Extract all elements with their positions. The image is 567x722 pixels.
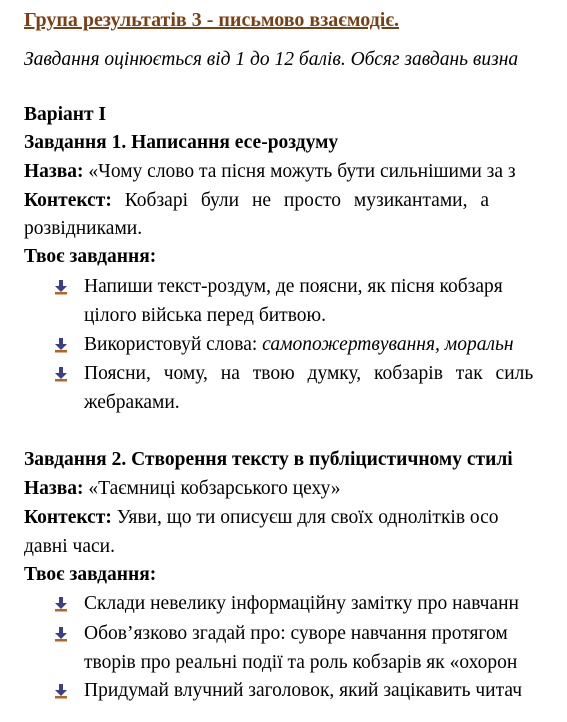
task1-context-row	[24, 187, 489, 215]
task2-name-value: «Таємниці кобзарського цеху»	[88, 478, 341, 499]
group-title: Група результатів 3 - письмово взаємодіє.	[24, 9, 399, 31]
task1-context-continued: розвідниками.	[24, 218, 143, 239]
task1-heading: Завдання 1. Написання есе-роздуму	[24, 132, 339, 153]
task1-context-text: Кобзарі були не просто музикантами, а	[124, 190, 489, 211]
task1-context-label: Контекст:	[24, 190, 112, 211]
down-arrow-bullet-icon	[54, 366, 68, 382]
task1-name-value: «Чому слово та пісня можуть бути сильнішими за з	[88, 161, 516, 182]
task2-your-task-heading: Твоє завдання:	[24, 564, 157, 585]
task1-bullet-3-continued: жебраками.	[84, 392, 180, 413]
task2-context-row	[24, 504, 499, 532]
task1-your-task-heading: Твоє завдання:	[24, 246, 157, 267]
intro-text: Завдання оцінюється від 1 до 12 балів. Обсяг завдань визна	[24, 49, 519, 70]
task2-bullet-3: Придумай влучний заголовок, який зацікавить читач	[84, 680, 523, 701]
down-arrow-bullet-icon	[54, 337, 68, 353]
task1-name-label: Назва:	[24, 161, 84, 182]
task1-bullet-2-plain: Використовуй слова:	[84, 334, 263, 355]
task2-context-label: Контекст:	[24, 507, 112, 528]
variant-heading: Варіант I	[24, 104, 107, 125]
task1-bullet-1-continued: цілого війська перед битвою.	[84, 305, 326, 326]
down-arrow-bullet-icon	[54, 596, 68, 612]
task1-name-row	[24, 158, 516, 186]
task1-bullet-1: Напиши текст-роздум, де поясни, як пісня кобзаря	[84, 276, 503, 297]
task1-bullet-3: Поясни, чому, на твою думку, кобзарів так силь	[84, 363, 534, 384]
task2-context-text: Уяви, що ти описуєш для своїх однолітків осо	[116, 507, 499, 528]
task1-bullet-2	[84, 331, 514, 359]
down-arrow-bullet-icon	[54, 683, 68, 699]
task2-bullet-1: Склади невелику інформаційну замітку про навчанн	[84, 593, 519, 614]
task2-name-label: Назва:	[24, 478, 84, 499]
task2-heading: Завдання 2. Створення тексту в публіцистичному стилі	[24, 449, 513, 470]
task2-name-row	[24, 475, 341, 503]
task2-bullet-2: Обов’язково згадай про: суворе навчання протягом	[84, 623, 508, 644]
task1-bullet-2-italic: самопожертвування, моральн	[262, 334, 514, 355]
down-arrow-bullet-icon	[54, 279, 68, 295]
task2-bullet-2-continued: творів про реальні події та роль кобзарів як «охорон	[84, 652, 518, 673]
task2-context-continued: давні часи.	[24, 536, 115, 557]
down-arrow-bullet-icon	[54, 626, 68, 642]
